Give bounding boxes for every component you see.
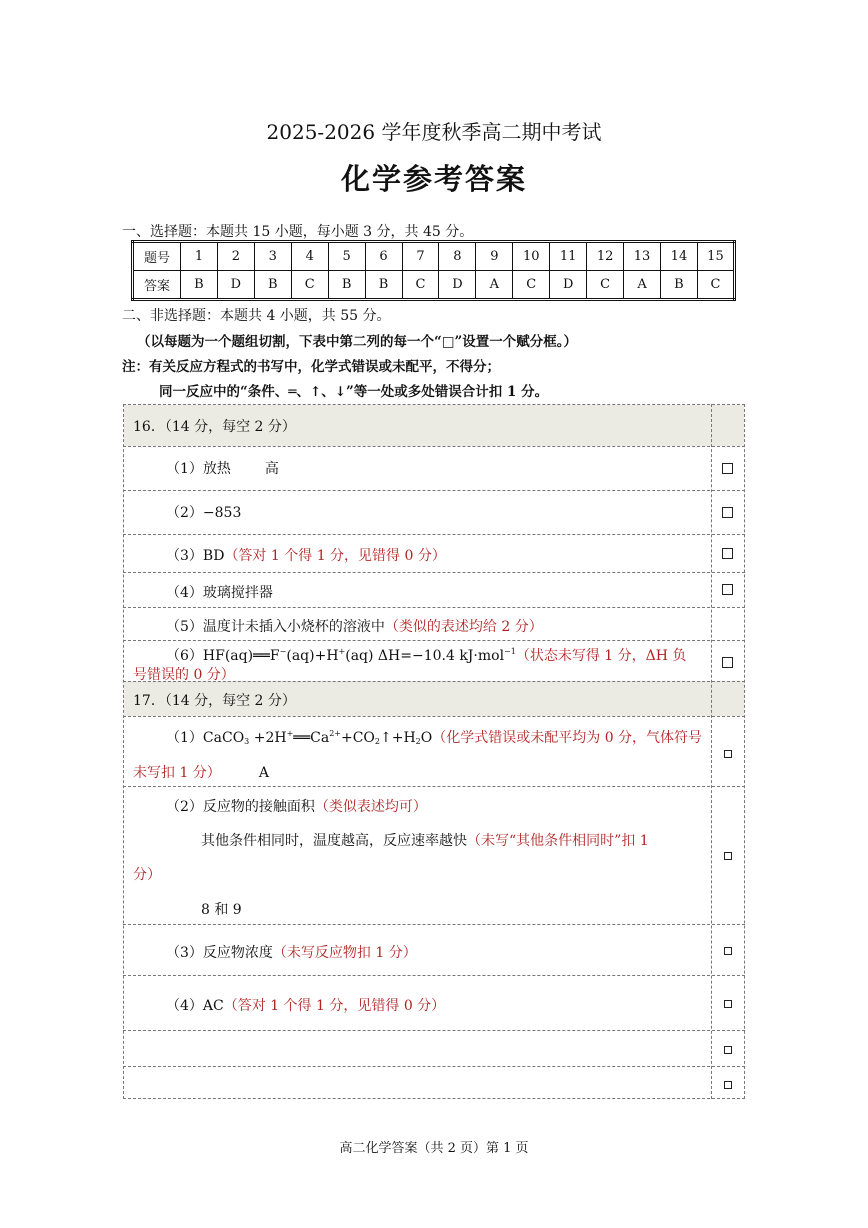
page-footer: 高二化学答案（共 2 页）第 1 页: [339, 1141, 529, 1156]
scoring-note-continued: 号错误的 0 分）: [133, 667, 235, 683]
row-divider: [123, 446, 745, 447]
question-number: 15: [697, 242, 734, 271]
row-divider: [123, 607, 745, 608]
scoring-note: （答对 1 个得 1 分，见错得 0 分）: [224, 548, 446, 564]
answer-cell: D: [439, 271, 476, 300]
answer-cell: B: [328, 271, 365, 300]
answer-cell: C: [402, 271, 439, 300]
row-divider: [123, 786, 745, 787]
part-number: （5）: [166, 619, 203, 635]
equation: HF(aq)══F−(aq)+H+(aq) ΔH=−10.4 kJ·mol$^{-1}$: [202, 647, 516, 664]
equation: CaCO$_3$ $+2H^+══Ca^{2+}+CO_2↑+H_2O$: [202, 729, 433, 746]
answer-text: BD: [202, 548, 225, 564]
row-divider: [123, 975, 745, 976]
q16-answer-1: [166, 458, 279, 478]
row-label-answer: 答案: [133, 271, 181, 300]
row-divider: [123, 534, 745, 535]
answer-cell: B: [181, 271, 218, 300]
q17-header: 17．（14 分，每空 2 分）: [133, 693, 296, 709]
multiple-choice-answer-table: [131, 240, 736, 301]
answer-cell: B: [365, 271, 402, 300]
row-divider: [123, 490, 745, 491]
q17-answer-1-line2: [133, 762, 269, 782]
answer-text: 放热: [202, 461, 231, 477]
score-box[interactable]: [724, 1000, 732, 1008]
row-label-question: 题号: [133, 242, 181, 271]
q16-header: 16．（14 分，每空 2 分）: [133, 419, 296, 435]
question-number: 3: [254, 242, 291, 271]
answer-text: 高: [264, 461, 279, 477]
section2-heading: 二、非选择题：本题共 4 小题，共 55 分。: [122, 308, 391, 324]
score-box[interactable]: [724, 1046, 732, 1054]
answer-cell: A: [476, 271, 513, 300]
scoring-note-continued: 分）: [133, 867, 161, 883]
scoring-note: （状态未写得 1 分，ΔH 负: [515, 648, 687, 664]
question-number-row: [133, 242, 735, 271]
answer-cell: A: [624, 271, 661, 300]
part-number: （6）: [166, 648, 203, 664]
score-box[interactable]: [724, 852, 732, 860]
answer-text: A: [258, 765, 269, 781]
question-number: 1: [181, 242, 218, 271]
question-number: 13: [624, 242, 661, 271]
scoring-note: （化学式错误或未配平均为 0 分，气体符号: [432, 730, 703, 746]
answer-cell: C: [291, 271, 328, 300]
q16-answer-3: [166, 545, 446, 565]
deduction-note: 同一反应中的“条件、═、↑、↓”等一处或多处错误合计扣 1 分。: [159, 384, 549, 400]
answer-text: AC: [202, 998, 224, 1014]
answer-cell: D: [217, 271, 254, 300]
row-divider: [123, 640, 745, 641]
answer-text: 反应物浓度: [202, 945, 273, 961]
score-box[interactable]: [722, 657, 733, 668]
grading-note: （以每题为一个题组切割，下表中第二列的每一个“□”设置一个赋分框。）: [137, 334, 578, 350]
part-number: （1）: [166, 730, 203, 746]
scoring-note: （答对 1 个得 1 分，见错得 0 分）: [223, 998, 446, 1014]
q16-answer-4: [166, 582, 273, 602]
part-number: （2）: [166, 799, 203, 815]
answer-cell: C: [587, 271, 624, 300]
question-number: 4: [291, 242, 328, 271]
score-box[interactable]: [722, 463, 733, 474]
part-number: （3）: [166, 548, 203, 564]
answer-text: 温度计未插入小烧杯的溶液中: [202, 619, 385, 635]
question-number: 6: [365, 242, 402, 271]
score-box[interactable]: [724, 947, 732, 955]
part-number: （4）: [166, 585, 203, 601]
answer-cell: D: [550, 271, 587, 300]
question-number: 11: [550, 242, 587, 271]
question-number: 5: [328, 242, 365, 271]
row-divider: [123, 572, 745, 573]
q17-answer-2: [166, 796, 427, 816]
answer-cell: C: [697, 271, 734, 300]
answer-cell: B: [254, 271, 291, 300]
score-box[interactable]: [724, 1081, 732, 1089]
q17-answer-2-line2: [201, 830, 649, 850]
scoring-note: （类似的表述均给 2 分）: [384, 619, 543, 635]
scoring-note: （未写“其他条件相同时”扣 1: [467, 833, 649, 849]
answer-row: [133, 271, 735, 300]
question-number: 10: [513, 242, 550, 271]
row-divider: [123, 716, 745, 717]
q17-answer-3: [166, 942, 417, 962]
q17-answer-4: [166, 995, 445, 1015]
question-number: 9: [476, 242, 513, 271]
q16-answer-6: [166, 645, 686, 665]
scoring-note: （未写反应物扣 1 分）: [272, 945, 417, 961]
score-box[interactable]: [722, 507, 733, 518]
score-column-divider: [711, 404, 712, 1099]
question-number: 2: [217, 242, 254, 271]
question-number: 8: [439, 242, 476, 271]
section1-heading: 一、选择题：本题共 15 小题，每小题 3 分，共 45 分。: [122, 224, 474, 240]
exam-title: 2025-2026 学年度秋季高二期中考试: [266, 120, 602, 144]
row-divider: [123, 1066, 745, 1067]
part-number: （4）: [166, 998, 203, 1014]
row-divider: [123, 1030, 745, 1031]
scoring-note: （类似表述均可）: [314, 799, 427, 815]
q17-answer-1: [166, 727, 702, 747]
q16-answer-5: [166, 616, 543, 636]
score-box[interactable]: [722, 584, 733, 595]
q17-answer-2-line4: 8 和 9: [201, 902, 242, 918]
answer-cell: B: [660, 271, 697, 300]
score-box[interactable]: [722, 548, 733, 559]
part-number: （1）: [166, 461, 203, 477]
answer-text: 玻璃搅拌器: [202, 585, 273, 601]
answer-text: −853: [202, 505, 242, 521]
answer-text: 其他条件相同时，温度越高，反应速率越快: [201, 833, 467, 849]
answer-key-title: 化学参考答案: [340, 162, 527, 196]
score-box[interactable]: [724, 750, 732, 758]
scoring-note-continued: 未写扣 1 分）: [133, 765, 221, 781]
part-number: （3）: [166, 945, 203, 961]
answer-text: 反应物的接触面积: [202, 799, 315, 815]
part-number: （2）: [166, 505, 203, 521]
question-number: 12: [587, 242, 624, 271]
row-divider: [123, 924, 745, 925]
equation-note: 注：有关反应方程式的书写中，化学式错误或未配平，不得分；: [122, 359, 500, 375]
question-number: 7: [402, 242, 439, 271]
q16-answer-2: [166, 502, 241, 522]
answer-cell: C: [513, 271, 550, 300]
question-number: 14: [660, 242, 697, 271]
